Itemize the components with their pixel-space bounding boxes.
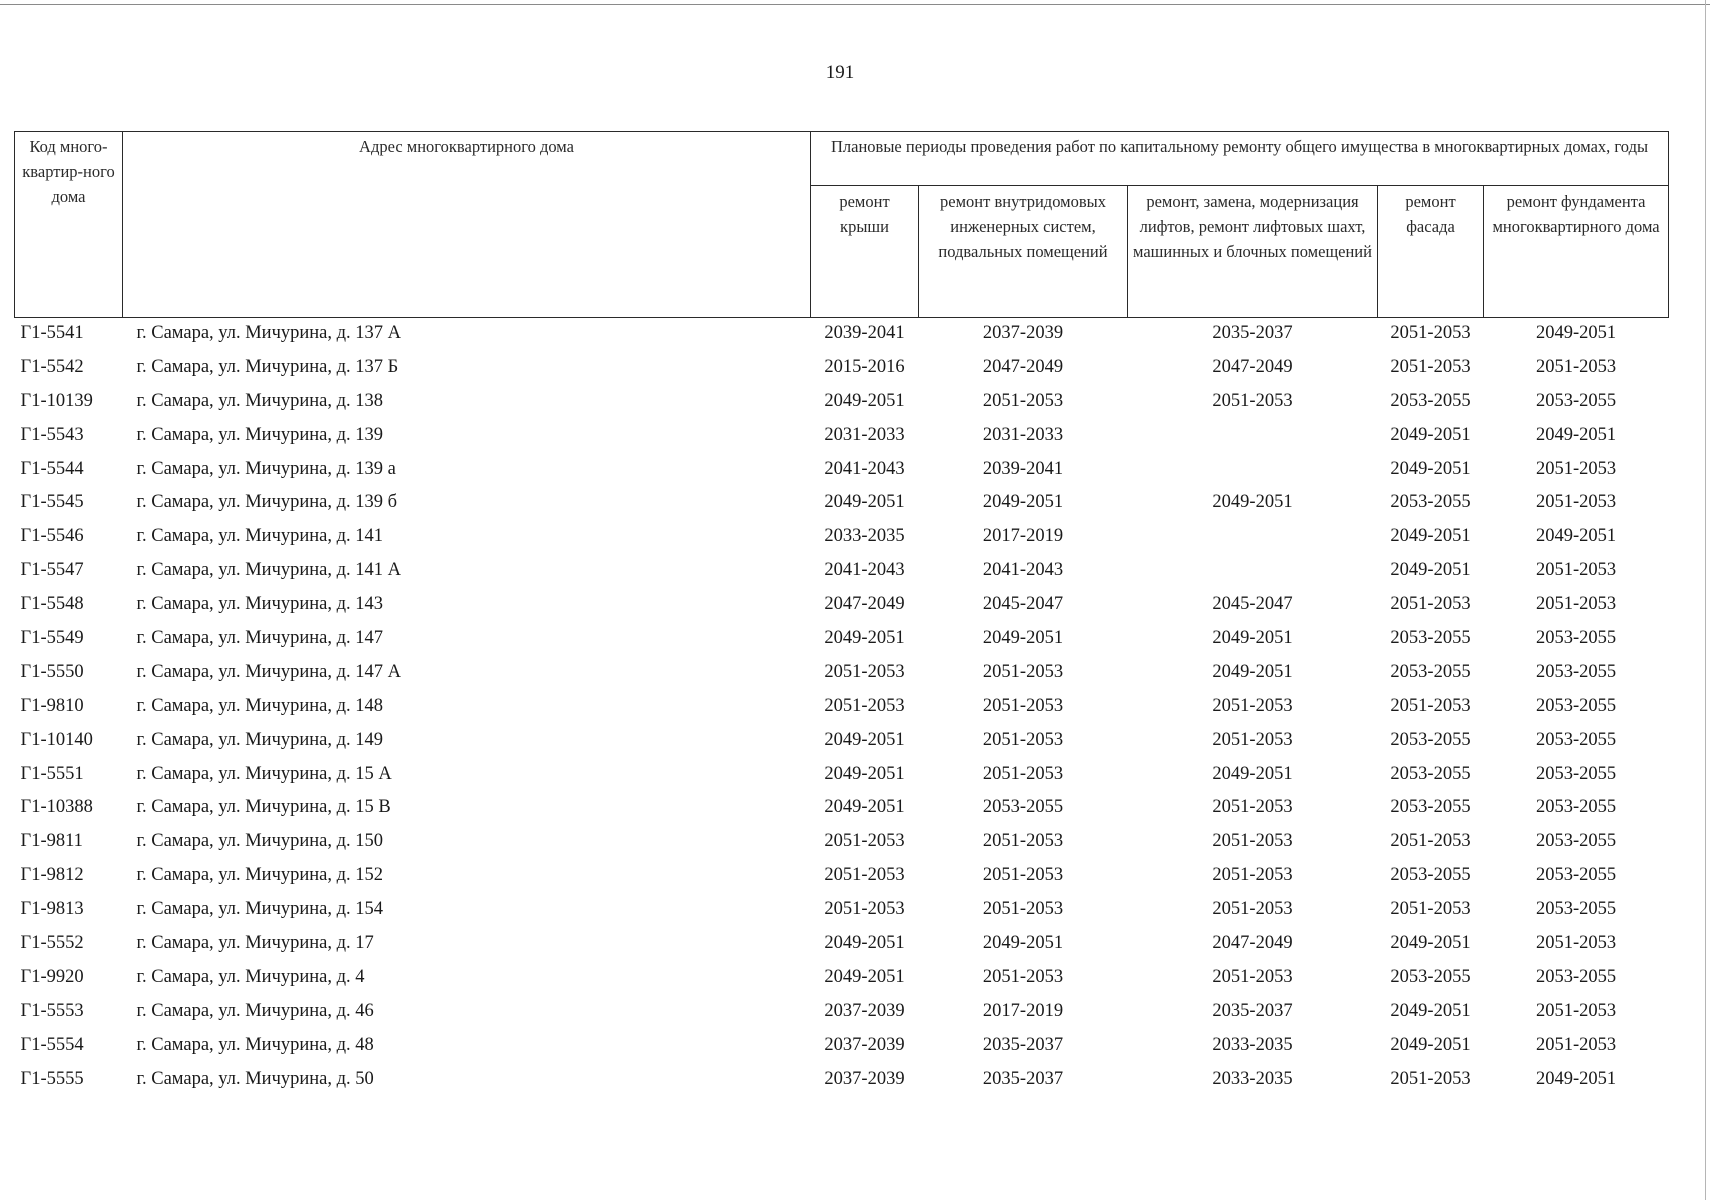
cell-elevators bbox=[1128, 456, 1378, 490]
cell-elevators: 2051-2053 bbox=[1212, 966, 1293, 987]
cell-address: г. Самара, ул. Мичурина, д. 147 bbox=[136, 628, 384, 649]
cell-address: г. Самара, ул. Мичурина, д. 147 А bbox=[136, 661, 402, 682]
cell-foundation: 2053-2055 bbox=[1535, 661, 1617, 682]
cell-roof: 2015-2016 bbox=[824, 356, 905, 377]
cell-roof: 2051-2053 bbox=[824, 899, 905, 920]
table-row bbox=[15, 693, 1669, 727]
cell-elevators: 2051-2053 bbox=[1212, 695, 1293, 716]
table-row bbox=[15, 964, 1669, 998]
cell-foundation: 2051-2053 bbox=[1535, 458, 1617, 479]
table-row bbox=[15, 354, 1669, 388]
header-elevators: ремонт, замена, модернизация лифтов, ремонт лифтовых шахт, машинных и блочных помещений bbox=[1128, 186, 1378, 318]
cell-foundation: 2053-2055 bbox=[1535, 628, 1617, 649]
cell-elevators bbox=[1128, 557, 1378, 591]
cell-elevators: 2047-2049 bbox=[1212, 356, 1293, 377]
table-row bbox=[15, 1032, 1669, 1066]
repair-schedule-table bbox=[14, 131, 1669, 1099]
cell-code: Г1-5553 bbox=[20, 1000, 84, 1021]
cell-systems: 2049-2051 bbox=[982, 628, 1064, 649]
top-border-line bbox=[0, 4, 1710, 5]
cell-systems: 2047-2049 bbox=[982, 356, 1064, 377]
cell-facade: 2053-2055 bbox=[1390, 729, 1471, 750]
cell-systems: 2051-2053 bbox=[982, 390, 1064, 411]
header-planned-periods: Плановые периоды проведения работ по капитальному ремонту общего имущества в многоквартирных домах, годы bbox=[811, 132, 1669, 186]
cell-address: г. Самара, ул. Мичурина, д. 138 bbox=[136, 390, 384, 411]
cell-foundation: 2049-2051 bbox=[1535, 424, 1617, 445]
cell-facade: 2049-2051 bbox=[1390, 1034, 1471, 1055]
table-row bbox=[15, 1066, 1669, 1100]
cell-elevators: 2051-2053 bbox=[1212, 899, 1293, 920]
cell-systems: 2039-2041 bbox=[982, 458, 1064, 479]
cell-elevators: 2045-2047 bbox=[1212, 594, 1293, 615]
cell-systems: 2037-2039 bbox=[982, 323, 1064, 343]
cell-facade: 2051-2053 bbox=[1390, 899, 1471, 920]
cell-elevators: 2049-2051 bbox=[1212, 763, 1293, 784]
cell-code: Г1-9812 bbox=[20, 865, 84, 886]
cell-systems: 2017-2019 bbox=[982, 526, 1064, 547]
cell-facade: 2051-2053 bbox=[1390, 831, 1471, 852]
header-row-top bbox=[15, 132, 1669, 186]
cell-address: г. Самара, ул. Мичурина, д. 141 А bbox=[136, 560, 402, 581]
page-number: 191 bbox=[825, 62, 855, 83]
cell-systems: 2049-2051 bbox=[982, 933, 1064, 954]
cell-systems: 2051-2053 bbox=[982, 831, 1064, 852]
cell-address: г. Самара, ул. Мичурина, д. 150 bbox=[136, 831, 384, 852]
cell-code: Г1-5555 bbox=[20, 1068, 84, 1089]
cell-facade: 2051-2053 bbox=[1390, 1068, 1471, 1089]
cell-address: г. Самара, ул. Мичурина, д. 15 В bbox=[136, 797, 391, 818]
cell-facade: 2049-2051 bbox=[1390, 560, 1471, 581]
cell-address: г. Самара, ул. Мичурина, д. 15 А bbox=[136, 763, 392, 784]
cell-foundation: 2051-2053 bbox=[1535, 1000, 1617, 1021]
cell-roof: 2039-2041 bbox=[824, 323, 905, 343]
cell-address: г. Самара, ул. Мичурина, д. 143 bbox=[136, 594, 384, 615]
cell-elevators: 2033-2035 bbox=[1212, 1068, 1293, 1089]
cell-code: Г1-10140 bbox=[20, 729, 93, 750]
table-row bbox=[15, 930, 1669, 964]
cell-facade: 2053-2055 bbox=[1390, 492, 1471, 513]
right-border-line bbox=[1705, 0, 1706, 1200]
cell-roof: 2051-2053 bbox=[824, 695, 905, 716]
cell-roof: 2033-2035 bbox=[824, 526, 905, 547]
cell-foundation: 2053-2055 bbox=[1535, 899, 1617, 920]
cell-foundation: 2049-2051 bbox=[1535, 526, 1617, 547]
cell-address: г. Самара, ул. Мичурина, д. 17 bbox=[136, 933, 374, 954]
table-row bbox=[15, 727, 1669, 761]
cell-code: Г1-5551 bbox=[20, 763, 84, 784]
cell-code: Г1-10139 bbox=[20, 390, 93, 411]
cell-elevators: 2049-2051 bbox=[1212, 492, 1293, 513]
cell-facade: 2049-2051 bbox=[1390, 1000, 1471, 1021]
cell-foundation: 2051-2053 bbox=[1535, 594, 1617, 615]
cell-systems: 2053-2055 bbox=[982, 797, 1064, 818]
cell-roof: 2049-2051 bbox=[824, 390, 905, 411]
cell-elevators: 2051-2053 bbox=[1212, 390, 1293, 411]
table-body bbox=[15, 318, 1669, 1100]
table-row bbox=[15, 388, 1669, 422]
cell-facade: 2049-2051 bbox=[1390, 933, 1471, 954]
cell-foundation: 2053-2055 bbox=[1535, 763, 1617, 784]
table-row bbox=[15, 422, 1669, 456]
cell-systems: 2035-2037 bbox=[982, 1068, 1064, 1089]
cell-address: г. Самара, ул. Мичурина, д. 139 bbox=[136, 424, 384, 445]
table-row bbox=[15, 794, 1669, 828]
table-row bbox=[15, 625, 1669, 659]
cell-systems: 2051-2053 bbox=[982, 763, 1064, 784]
cell-systems: 2051-2053 bbox=[982, 899, 1064, 920]
cell-roof: 2049-2051 bbox=[824, 729, 905, 750]
cell-elevators: 2035-2037 bbox=[1212, 1000, 1293, 1021]
cell-address: г. Самара, ул. Мичурина, д. 139 б bbox=[136, 492, 398, 513]
cell-address: г. Самара, ул. Мичурина, д. 48 bbox=[136, 1034, 374, 1055]
cell-systems: 2017-2019 bbox=[982, 1000, 1064, 1021]
cell-roof: 2031-2033 bbox=[824, 424, 905, 445]
cell-address: г. Самара, ул. Мичурина, д. 139 а bbox=[136, 458, 396, 479]
cell-foundation: 2053-2055 bbox=[1535, 966, 1617, 987]
table-row bbox=[15, 523, 1669, 557]
cell-facade: 2051-2053 bbox=[1390, 356, 1471, 377]
cell-address: г. Самара, ул. Мичурина, д. 137 А bbox=[136, 323, 402, 343]
cell-roof: 2049-2051 bbox=[824, 966, 905, 987]
cell-address: г. Самара, ул. Мичурина, д. 149 bbox=[136, 729, 384, 750]
header-facade: ремонт фасада bbox=[1378, 186, 1484, 318]
cell-code: Г1-5545 bbox=[20, 492, 84, 513]
cell-systems: 2049-2051 bbox=[982, 492, 1064, 513]
cell-foundation: 2051-2053 bbox=[1535, 560, 1617, 581]
cell-facade: 2049-2051 bbox=[1390, 458, 1471, 479]
cell-code: Г1-5544 bbox=[20, 458, 84, 479]
cell-foundation: 2053-2055 bbox=[1535, 831, 1617, 852]
cell-facade: 2053-2055 bbox=[1390, 390, 1471, 411]
table-row bbox=[15, 318, 1669, 354]
cell-foundation: 2053-2055 bbox=[1535, 390, 1617, 411]
cell-elevators bbox=[1128, 422, 1378, 456]
cell-roof: 2037-2039 bbox=[824, 1034, 905, 1055]
header-roof: ремонт крыши bbox=[811, 186, 919, 318]
cell-elevators bbox=[1128, 523, 1378, 557]
cell-code: Г1-5547 bbox=[20, 560, 84, 581]
cell-code: Г1-10388 bbox=[20, 797, 93, 818]
cell-elevators: 2051-2053 bbox=[1212, 729, 1293, 750]
cell-facade: 2051-2053 bbox=[1390, 695, 1471, 716]
cell-address: г. Самара, ул. Мичурина, д. 50 bbox=[136, 1068, 374, 1089]
header-systems: ремонт внутридомовых инженерных систем, подвальных помещений bbox=[919, 186, 1128, 318]
cell-systems: 2051-2053 bbox=[982, 661, 1064, 682]
cell-roof: 2049-2051 bbox=[824, 492, 905, 513]
cell-foundation: 2051-2053 bbox=[1535, 1034, 1617, 1055]
cell-code: Г1-5550 bbox=[20, 661, 84, 682]
cell-roof: 2049-2051 bbox=[824, 933, 905, 954]
cell-systems: 2041-2043 bbox=[982, 560, 1064, 581]
table-row bbox=[15, 896, 1669, 930]
cell-address: г. Самара, ул. Мичурина, д. 4 bbox=[136, 966, 365, 987]
cell-foundation: 2051-2053 bbox=[1535, 492, 1617, 513]
cell-code: Г1-5541 bbox=[20, 323, 84, 343]
cell-facade: 2051-2053 bbox=[1390, 594, 1471, 615]
table-row bbox=[15, 828, 1669, 862]
cell-elevators: 2035-2037 bbox=[1212, 323, 1293, 343]
cell-foundation: 2049-2051 bbox=[1535, 1068, 1617, 1089]
cell-systems: 2051-2053 bbox=[982, 729, 1064, 750]
cell-facade: 2053-2055 bbox=[1390, 628, 1471, 649]
cell-code: Г1-5549 bbox=[20, 628, 84, 649]
cell-roof: 2041-2043 bbox=[824, 560, 905, 581]
cell-foundation: 2051-2053 bbox=[1535, 356, 1617, 377]
cell-foundation: 2053-2055 bbox=[1535, 729, 1617, 750]
cell-facade: 2053-2055 bbox=[1390, 763, 1471, 784]
table-row bbox=[15, 862, 1669, 896]
cell-systems: 2035-2037 bbox=[982, 1034, 1064, 1055]
cell-systems: 2051-2053 bbox=[982, 695, 1064, 716]
cell-facade: 2053-2055 bbox=[1390, 966, 1471, 987]
cell-address: г. Самара, ул. Мичурина, д. 137 Б bbox=[136, 356, 399, 377]
cell-roof: 2051-2053 bbox=[824, 831, 905, 852]
cell-foundation: 2053-2055 bbox=[1535, 695, 1617, 716]
cell-facade: 2049-2051 bbox=[1390, 526, 1471, 547]
cell-code: Г1-5548 bbox=[20, 594, 84, 615]
table-row bbox=[15, 489, 1669, 523]
table-row bbox=[15, 761, 1669, 795]
cell-systems: 2045-2047 bbox=[982, 594, 1064, 615]
cell-code: Г1-5543 bbox=[20, 424, 84, 445]
cell-facade: 2053-2055 bbox=[1390, 661, 1471, 682]
cell-address: г. Самара, ул. Мичурина, д. 148 bbox=[136, 695, 384, 716]
cell-code: Г1-9920 bbox=[20, 966, 84, 987]
table-row bbox=[15, 591, 1669, 625]
table-row bbox=[15, 557, 1669, 591]
cell-systems: 2051-2053 bbox=[982, 865, 1064, 886]
cell-elevators: 2033-2035 bbox=[1212, 1034, 1293, 1055]
cell-elevators: 2051-2053 bbox=[1212, 865, 1293, 886]
cell-roof: 2051-2053 bbox=[824, 661, 905, 682]
header-foundation: ремонт фундамента многоквартирного дома bbox=[1484, 186, 1669, 318]
cell-code: Г1-9811 bbox=[20, 831, 83, 852]
cell-facade: 2051-2053 bbox=[1390, 323, 1471, 343]
cell-elevators: 2047-2049 bbox=[1212, 933, 1293, 954]
cell-foundation: 2053-2055 bbox=[1535, 865, 1617, 886]
cell-foundation: 2051-2053 bbox=[1535, 933, 1617, 954]
cell-foundation: 2049-2051 bbox=[1535, 323, 1617, 343]
table-row bbox=[15, 456, 1669, 490]
cell-elevators: 2051-2053 bbox=[1212, 831, 1293, 852]
cell-systems: 2051-2053 bbox=[982, 966, 1064, 987]
cell-roof: 2051-2053 bbox=[824, 865, 905, 886]
cell-elevators: 2049-2051 bbox=[1212, 661, 1293, 682]
header-code: Код много-квартир-ного дома bbox=[15, 132, 123, 318]
cell-code: Г1-5554 bbox=[20, 1034, 84, 1055]
cell-facade: 2049-2051 bbox=[1390, 424, 1471, 445]
cell-roof: 2049-2051 bbox=[824, 797, 905, 818]
cell-roof: 2041-2043 bbox=[824, 458, 905, 479]
cell-code: Г1-9813 bbox=[20, 899, 84, 920]
cell-foundation: 2053-2055 bbox=[1535, 797, 1617, 818]
cell-roof: 2037-2039 bbox=[824, 1068, 905, 1089]
table-header bbox=[15, 132, 1669, 318]
cell-code: Г1-9810 bbox=[20, 695, 84, 716]
cell-roof: 2037-2039 bbox=[824, 1000, 905, 1021]
cell-elevators: 2051-2053 bbox=[1212, 797, 1293, 818]
cell-address: г. Самара, ул. Мичурина, д. 46 bbox=[136, 1000, 374, 1021]
cell-code: Г1-5552 bbox=[20, 933, 84, 954]
table-row bbox=[15, 998, 1669, 1032]
cell-elevators: 2049-2051 bbox=[1212, 628, 1293, 649]
cell-roof: 2049-2051 bbox=[824, 628, 905, 649]
cell-facade: 2053-2055 bbox=[1390, 865, 1471, 886]
cell-address: г. Самара, ул. Мичурина, д. 152 bbox=[136, 865, 384, 886]
cell-address: г. Самара, ул. Мичурина, д. 141 bbox=[136, 526, 384, 547]
header-address: Адрес многоквартирного дома bbox=[123, 132, 811, 318]
cell-roof: 2047-2049 bbox=[824, 594, 905, 615]
cell-code: Г1-5546 bbox=[20, 526, 84, 547]
table-row bbox=[15, 659, 1669, 693]
cell-roof: 2049-2051 bbox=[824, 763, 905, 784]
cell-systems: 2031-2033 bbox=[982, 424, 1064, 445]
cell-code: Г1-5542 bbox=[20, 356, 84, 377]
cell-facade: 2053-2055 bbox=[1390, 797, 1471, 818]
cell-address: г. Самара, ул. Мичурина, д. 154 bbox=[136, 899, 384, 920]
